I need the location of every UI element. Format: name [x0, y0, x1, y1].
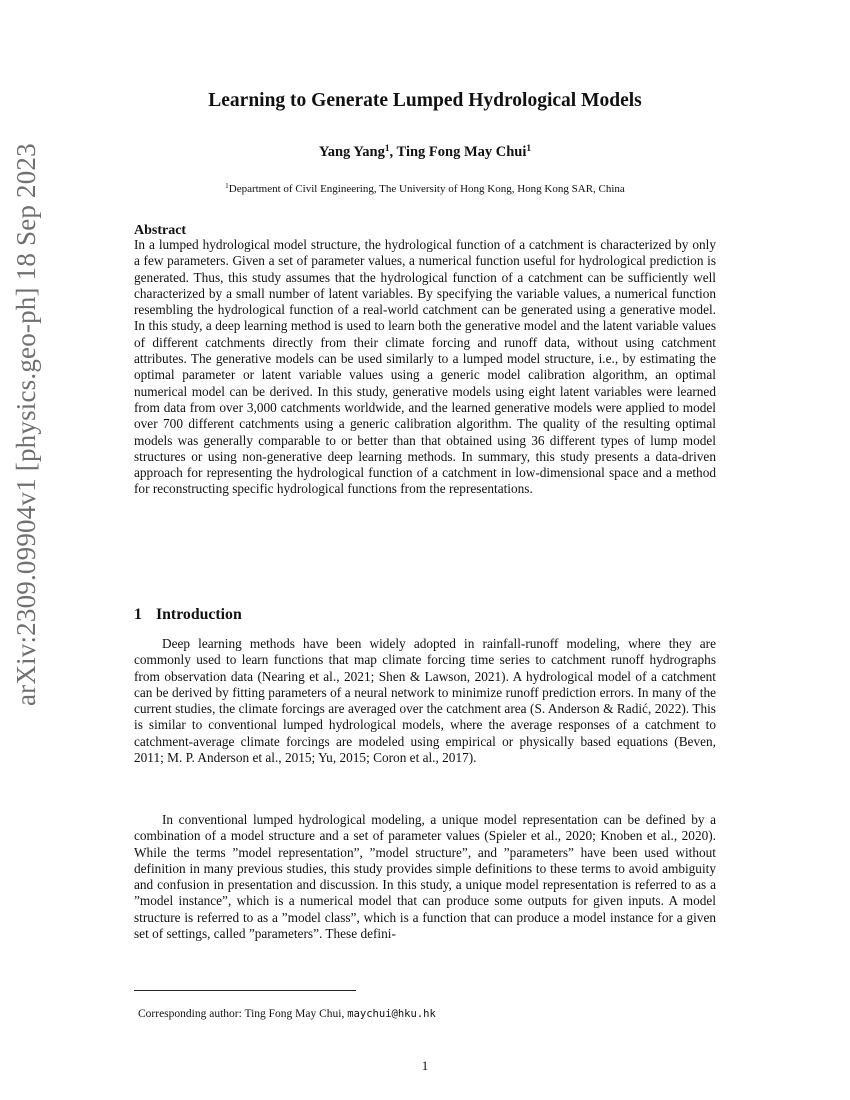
section-title: Introduction [156, 606, 242, 623]
body-paragraph: Deep learning methods have been widely adopted in rainfall-runoff modeling, where they are commonly used to learn functions that map climate forcing time series to catchment runoff hydrographs from observation data (Nearing et al., 2021; Shen & Lawson, 2021). A hydrological model of a catchment can be derived by fitting parameters of a neural network to minimize runoff prediction errors. In many of the current studies, the climate forcings are averaged over the catchment area (S. Anderson & Radić, 2022). This is similar to conventional lumped hydrological models, where the average responses of a catchment to catchment-average climate forcings are modeled using empirical or physically based equations (Beven, 2011; M. P. Anderson et al., 2015; Yu, 2015; Coron et al., 2017). [134, 636, 716, 766]
page-number: 1 [421, 1058, 429, 1073]
author-email: maychui@hku.hk [347, 1008, 436, 1020]
arxiv-identifier-stamp: arXiv:2309.09904v1 [physics.geo-ph] 18 Sep 2023 [11, 143, 41, 706]
author-separator: , [389, 144, 397, 160]
abstract-text: In a lumped hydrological model structure, the hydrological function of a catchment is characterized by only a few parameters. Given a set of parameter values, a numerical function useful for hydrological prediction is generated. Thus, this study assumes that the hydrological function of a catchment can be sufficiently well characterized by a small number of latent variables. By specifying the variable values, a numerical function resembling the hydrological function of a real-world catchment can be generated using a generative model. In this study, a deep learning method is used to learn both the generative model and the latent variable values of different catchments directly from their climate forcing and runoff data, without using catchment attributes. The generative models can be used similarly to a lumped model structure, i.e., by estimating the optimal parameter or latent variable values using a generic model calibration algorithm, an optimal numerical model can be derived. In this study, generative models using eight latent variables were learned from data from over 3,000 catchments worldwide, and the learned generative models were applied to model over 700 different catchments using a generic calibration algorithm. The quality of the resulting optimal models was generally comparable to or better than that obtained using 36 different types of lump model structures or using non-generative deep learning methods. In summary, this study presents a data-driven approach for representing the hydrological function of a catchment in low-dimensional space and a method for reconstructing specific hydrological functions from the representations. [134, 237, 716, 497]
author-name: Ting Fong May Chui [396, 144, 527, 160]
footnote [134, 1006, 436, 1022]
author-list [134, 142, 716, 162]
paper-title: Learning to Generate Lumped Hydrological Models [208, 90, 642, 111]
affiliation-mark: 1 [225, 182, 229, 191]
abstract-heading: Abstract [134, 223, 187, 238]
section-heading [134, 605, 242, 625]
affiliation [134, 181, 716, 197]
affiliation-mark: 1 [526, 143, 532, 154]
affiliation-text: Department of Civil Engineering, The University of Hong Kong, Hong Kong SAR, China [228, 183, 625, 195]
body-paragraph: In conventional lumped hydrological modeling, a unique model representation can be defined by a combination of a model structure and a set of parameter values (Spieler et al., 2020; Knoben et al., 2020). While the terms ”model representation”, ”model structure”, and ”parameters” have been used without definition in many previous studies, this study provides simple definitions to these terms to avoid ambiguity and confusion in presentation and discussion. In this study, a unique model representation is referred to as a ”model instance”, which is a numerical model that can produce some outputs for given inputs. A model structure is referred to as a ”model class”, which is a function that can produce a model instance for a given set of settings, called ”parameters”. These defini- [134, 812, 716, 942]
footnote-label: Corresponding author: Ting Fong May Chui, [138, 1008, 345, 1020]
affiliation-mark: 1 [384, 143, 390, 154]
section-number: 1 [134, 606, 142, 623]
footnote-divider [134, 990, 356, 991]
author-name: Yang Yang [318, 144, 385, 160]
